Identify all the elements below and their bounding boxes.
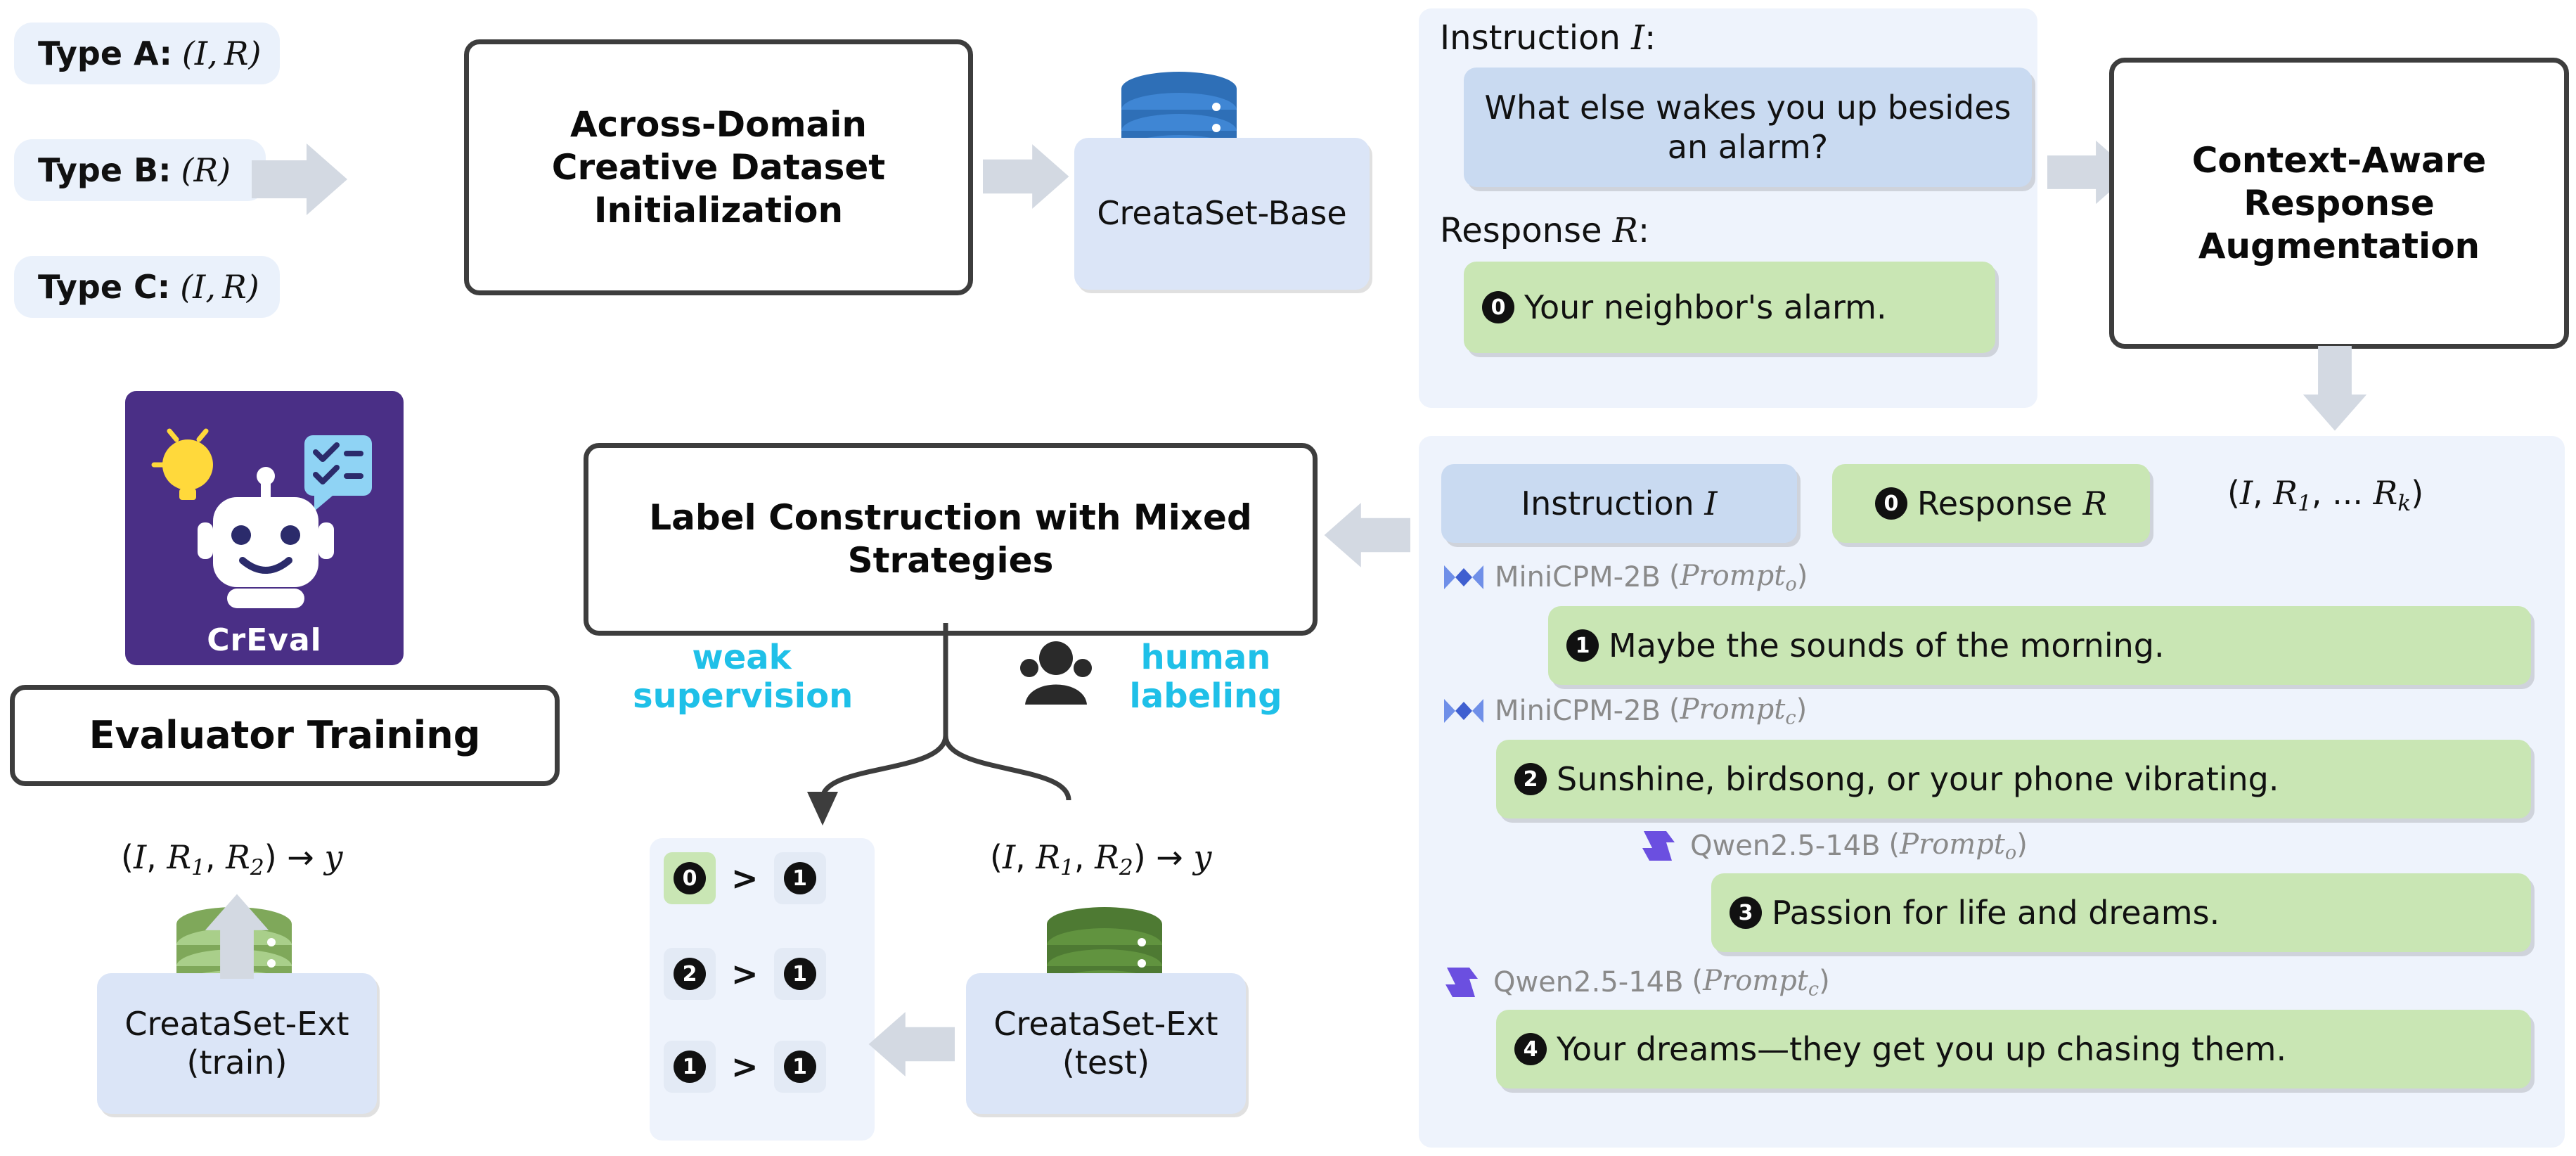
seed-instruction-text: What else wakes you up besides an alarm?	[1484, 88, 2011, 166]
strategy-human-labeling-label	[1104, 638, 1308, 715]
augmented-response-3	[1711, 873, 2531, 952]
input-type-a	[14, 23, 280, 84]
arrow-augment-down	[2296, 346, 2374, 433]
dataset-creataset-base	[1074, 138, 1370, 290]
seed-response-bubble	[1464, 262, 1995, 353]
strategy-weak-supervision-text: weak supervision	[633, 638, 854, 716]
augmented-model-3: Qwen2.5-14B (Prompt$_o$)	[1638, 827, 2028, 865]
robot-icon	[148, 424, 380, 622]
preference-pair-3-left-index: 1	[674, 1051, 706, 1083]
input-type-b-label: Type B:	[38, 151, 172, 189]
preference-pair-2-left-index: 2	[674, 958, 706, 990]
augmented-response-chip-index: 0	[1875, 487, 1907, 520]
preference-pair-1-right	[774, 852, 826, 904]
augmented-output-tuple: (I, $R_1$, ... $R_k$)	[2227, 474, 2424, 516]
seed-response-index: 0	[1482, 291, 1514, 323]
augmented-instruction-chip-label: Instruction I	[1521, 484, 1718, 522]
augmented-response-1-index: 1	[1566, 629, 1599, 662]
dataset-creataset-ext-test	[966, 973, 1246, 1114]
preference-pair-1-op: >	[731, 859, 759, 897]
human-output-formula: (I, $R_1$, $R_2) \to y$	[990, 838, 1212, 880]
augmented-model-2: MiniCPM-2B (Prompt$_c$)	[1441, 693, 1807, 729]
augmented-response-1-text: Maybe the sounds of the morning.	[1609, 627, 2165, 664]
preference-pair-2-left	[664, 948, 716, 1000]
augmented-response-4-text: Your dreams—they get you up chasing them.	[1557, 1030, 2287, 1068]
arrow-train-to-evaluator	[198, 892, 276, 979]
preference-pair-1-left-index: 0	[674, 862, 706, 894]
dataset-creataset-base-label: CreataSet-Base	[1097, 194, 1347, 233]
augmented-model-2-name: MiniCPM-2B	[1495, 695, 1661, 728]
creval-logo-text: CrEval	[207, 622, 322, 658]
augmented-response-2-text: Sunshine, birdsong, or your phone vibrating.	[1557, 760, 2279, 798]
weak-output-formula: (I, $R_1$, $R_2) \to y$	[121, 838, 343, 880]
augmented-response-4	[1496, 1010, 2531, 1088]
input-type-b	[14, 139, 266, 201]
preference-pair-3	[664, 1041, 826, 1093]
qwen-icon	[1441, 963, 1485, 1001]
seed-instruction-label: Instruction I:	[1440, 18, 1656, 58]
dataset-creataset-ext-test-label: CreataSet-Ext (test)	[993, 1004, 1218, 1081]
input-type-a-label: Type A:	[38, 34, 172, 72]
preference-pair-2-right	[774, 948, 826, 1000]
seed-response-text: Your neighbor's alarm.	[1524, 288, 1887, 326]
dataset-creataset-ext-train	[97, 973, 377, 1114]
preference-pair-1-left	[664, 852, 716, 904]
stage-label-construction	[584, 443, 1318, 636]
preference-pair-3-op: >	[731, 1048, 759, 1086]
preference-pair-3-right	[774, 1041, 826, 1093]
augmented-response-1	[1548, 606, 2531, 685]
preference-pair-1-right-index: 1	[784, 862, 816, 894]
preference-pair-3-right-index: 1	[784, 1051, 816, 1083]
arrow-inputs-to-init	[252, 141, 350, 218]
stage-context-aware-augmentation-label: Context-Aware Response Augmentation	[2191, 139, 2487, 266]
seed-instruction-bubble	[1464, 68, 2032, 187]
seed-response-label: Response R:	[1440, 211, 1650, 250]
input-type-a-tuple: (I, R)	[181, 34, 262, 72]
human-icon	[1019, 637, 1093, 707]
minicpm-icon	[1441, 693, 1486, 728]
stage-evaluator-training	[10, 685, 560, 786]
preference-pair-2	[664, 948, 826, 1000]
augmented-response-2-index: 2	[1514, 763, 1547, 795]
dataset-creataset-ext-train-label: CreataSet-Ext (train)	[124, 1004, 349, 1081]
input-type-c-tuple: (I, R)	[180, 268, 259, 306]
augmented-response-chip-label: Response R	[1917, 484, 2108, 522]
augmented-instruction-chip	[1441, 464, 1797, 543]
augmented-model-4-name: Qwen2.5-14B	[1493, 966, 1684, 998]
preference-pair-1	[664, 852, 826, 904]
strategy-weak-supervision-label	[633, 638, 854, 716]
augmented-model-4: Qwen2.5-14B (Prompt$_c$)	[1441, 963, 1830, 1001]
creval-logo	[125, 391, 404, 665]
stage-across-domain-init	[464, 39, 973, 295]
strategy-human-labeling-text: human labeling	[1129, 638, 1282, 716]
augmented-response-3-index: 3	[1730, 897, 1762, 929]
input-type-c	[14, 256, 280, 318]
stage-context-aware-augmentation	[2109, 58, 2569, 349]
augmented-model-1: MiniCPM-2B (Prompt$_o$)	[1441, 560, 1808, 596]
augmented-response-4-index: 4	[1514, 1033, 1547, 1065]
augmented-response-3-text: Passion for life and dreams.	[1772, 894, 2220, 932]
arrow-init-to-base	[983, 138, 1071, 215]
stage-label-construction-label: Label Construction with Mixed Strategies	[649, 497, 1252, 581]
preference-pair-2-op: >	[731, 955, 759, 993]
preference-pair-2-right-index: 1	[784, 958, 816, 990]
input-type-b-tuple: (R)	[181, 151, 231, 189]
stage-evaluator-training-label: Evaluator Training	[89, 713, 481, 758]
arrow-augmented-to-label	[1322, 496, 1410, 574]
augmented-model-3-name: Qwen2.5-14B	[1690, 830, 1881, 862]
augmented-response-2	[1496, 740, 2531, 818]
augmented-response-chip	[1832, 464, 2150, 543]
minicpm-icon	[1441, 560, 1486, 595]
arrow-test-to-train	[866, 1006, 955, 1083]
preference-pair-3-left	[664, 1041, 716, 1093]
qwen-icon	[1638, 827, 1682, 865]
stage-across-domain-init-label: Across-Domain Creative Dataset Initialization	[551, 103, 886, 231]
input-type-c-label: Type C:	[38, 268, 171, 306]
augmented-model-1-name: MiniCPM-2B	[1495, 561, 1661, 594]
